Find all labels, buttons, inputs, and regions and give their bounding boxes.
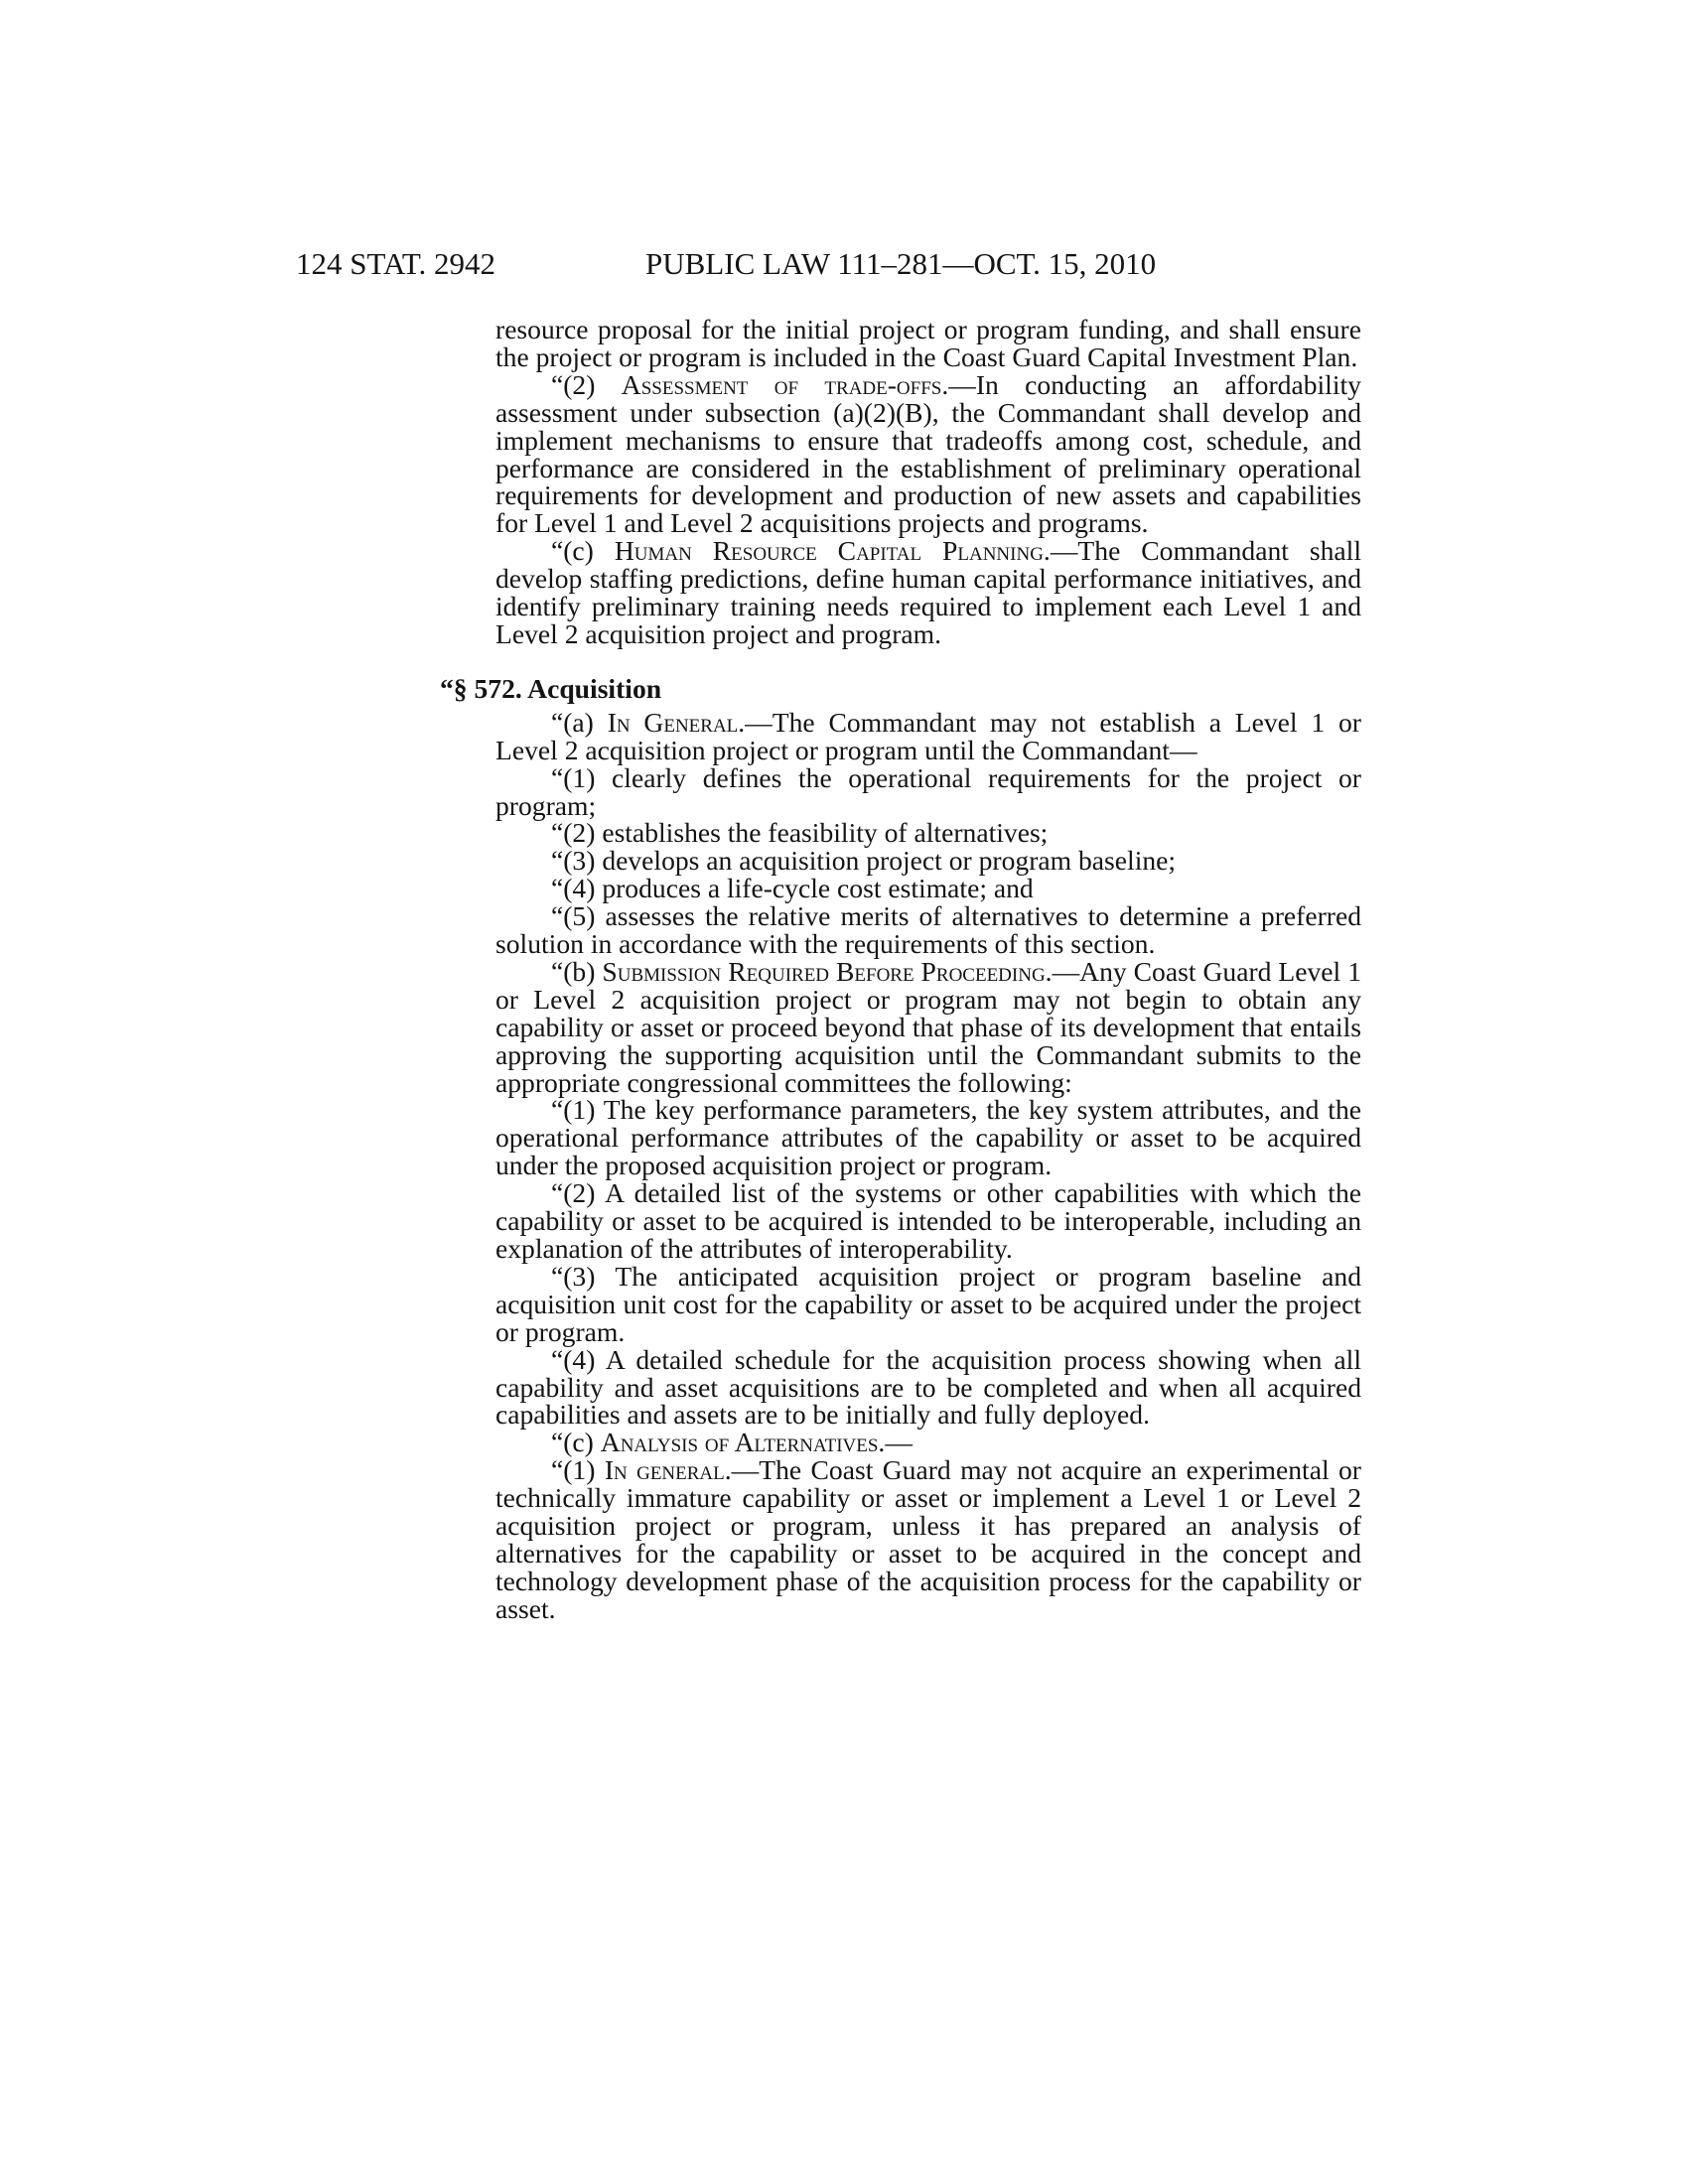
list-item-a3: “(3) develops an acquisition project or program baseline; [551, 845, 1177, 877]
page-reference: 124 STAT. 2942 [296, 246, 496, 281]
paragraph-assessment-trade-offs: “(2) Assessment of trade-offs.—In conducting an affordability assessment under subsection (a)(2)(B), the Commandant shall develop and implement mechanisms to ensure that tradeoffs among cost, schedule, and performance are considered in the establishment of preliminary operational requirements for development and production of new assets and capabilities for Level 1 and Level 2 acquisitions projects and programs. [495, 368, 1361, 539]
list-item-a1: “(1) clearly defines the operational requirements for the project or program; [495, 761, 1361, 821]
section-heading: “§ 572. Acquisition [440, 672, 662, 704]
paragraph-c1-in-general: “(1) In general.—The Coast Guard may not acquire an experimental or technically immature capability or asset or implement a Level 1 or Level 2 acquisition project or program, unless it has prepared an analysis of alternatives for the capability or asset to be acquired in the concept and technology development phase of the acquisition process for the capability or asset. [495, 1454, 1361, 1624]
heading-analysis-of-alternatives: Analysis of Alternatives. [600, 1427, 886, 1458]
heading-human-resource-capital-planning: Human Resource Capital Planning. [614, 535, 1051, 567]
list-item-b4: “(4) A detailed schedule for the acquisition process showing when all capability and asset acquisitions are to be completed and when all acquired capabilities and assets are to be initially and fully deployed. [495, 1343, 1361, 1431]
list-item-a4: “(4) produces a life-cycle cost estimate; and [551, 873, 1034, 904]
list-item-b1: “(1) The key performance parameters, the key system attributes, and the operational performance attributes of the capability or asset to be acquired under the proposed acquisition project or program. [495, 1094, 1361, 1181]
heading-assessment-trade-offs: Assessment of trade-offs. [621, 368, 949, 400]
subsection-a-in-general: “(a) In General.—The Commandant may not establish a Level 1 or Level 2 acquisition project or program until the Commandant— [495, 706, 1361, 765]
statute-body [440, 314, 1361, 1624]
paragraph-human-resource-capital-planning: “(c) Human Resource Capital Planning.—The Commandant shall develop staffing predictions, define human capital performance initiatives, and identify preliminary training needs required to implement each Level 1 and Level 2 acquisition project and program. [495, 535, 1361, 649]
list-item-b3: “(3) The anticipated acquisition project or program baseline and acquisition unit cost for the capability or asset to be acquired under the project or program. [495, 1260, 1361, 1347]
list-item-a2: “(2) establishes the feasibility of alternatives; [551, 817, 1049, 849]
subsection-c-analysis-of-alternatives: “(c) Analysis of Alternatives.— [551, 1427, 913, 1458]
list-item-a5: “(5) assesses the relative merits of alternatives to determine a preferred solution in accordance with the requirements of this section. [495, 900, 1361, 960]
heading-c1-in-general: In general. [604, 1454, 732, 1486]
heading-in-general: In General. [607, 706, 746, 738]
paragraph-funding: resource proposal for the initial project or program funding, and shall ensure the project or program is included in the Coast Guard Capital Investment Plan. [495, 314, 1361, 372]
subsection-b-submission-required: “(b) Submission Required Before Proceeding.—Any Coast Guard Level 1 or Level 2 acquisition project or program may not begin to obtain any capability or asset or proceed beyond that phase of its development that entails approving the supporting acquisition until the Commandant submits to the appropriate congressional committees the following: [495, 955, 1361, 1098]
running-header: PUBLIC LAW 111–281—OCT. 15, 2010 [645, 246, 1157, 281]
list-item-b2: “(2) A detailed list of the systems or other capabilities with which the capability or asset to be acquired is intended to be interoperable, including an explanation of the attributes of interoperability. [495, 1177, 1361, 1264]
heading-submission-required: Submission Required Before Proceeding. [602, 955, 1053, 987]
